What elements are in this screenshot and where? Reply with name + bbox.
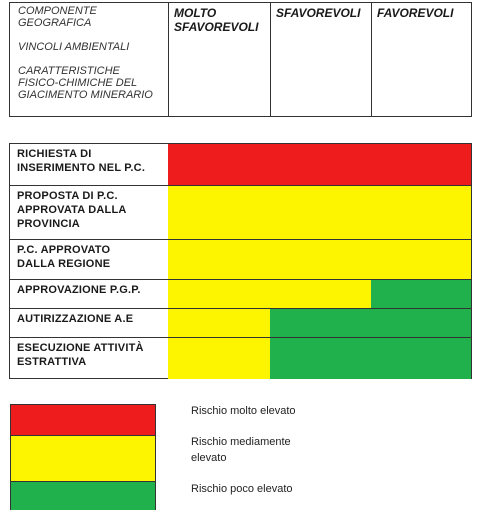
column-header-molto-sfavorevoli — [168, 3, 271, 116]
row-label — [10, 338, 169, 379]
column-header-line: SFAVOREVOLI — [174, 20, 259, 34]
component-line: FISICO-CHIMICHE DEL — [18, 77, 138, 89]
risk-cell-sfavorevoli — [270, 240, 372, 280]
risk-cell-molto-sfavorevoli — [168, 309, 271, 338]
row-label-line: AUTIRIZZAZIONE A.E — [17, 313, 134, 325]
matrix-row — [10, 144, 471, 185]
legend-label-yellow — [191, 434, 321, 466]
component-caratteristiche — [18, 65, 153, 101]
row-label-line: DALLA REGIONE — [17, 258, 111, 270]
component-line: GIACIMENTO MINERARIO — [18, 89, 153, 101]
row-label-text — [17, 243, 110, 271]
column-header-sfavorevoli — [270, 3, 372, 116]
row-label-line: APPROVATA DALLA — [17, 204, 127, 216]
matrix-row — [10, 239, 471, 280]
row-label-text — [17, 312, 133, 326]
risk-cell-favorevoli — [371, 309, 471, 338]
row-label-text — [17, 147, 145, 175]
risk-cell-sfavorevoli — [270, 186, 372, 240]
legend-swatches — [10, 404, 156, 510]
component-geografica — [18, 5, 97, 29]
component-vincoli — [18, 41, 129, 53]
component-line: GEOGRAFICA — [18, 17, 92, 29]
risk-cell-sfavorevoli — [270, 309, 372, 338]
row-label-line: P.C. APPROVATO — [17, 244, 111, 256]
legend-label-green — [191, 481, 321, 497]
matrix-row — [10, 308, 471, 338]
row-label — [10, 240, 169, 280]
risk-cell-sfavorevoli — [270, 280, 372, 309]
row-label-text — [17, 341, 144, 369]
matrix-row — [10, 337, 471, 379]
header-table — [9, 2, 472, 117]
row-label — [10, 186, 169, 240]
row-label-line: ESECUZIONE ATTIVITÀ — [17, 342, 144, 354]
risk-cell-sfavorevoli — [270, 338, 372, 379]
legend-label-red — [191, 403, 321, 419]
legend-label-line: Rischio poco elevato — [191, 483, 293, 495]
risk-cell-molto-sfavorevoli — [168, 144, 271, 185]
row-label-text — [17, 283, 141, 297]
components-cell — [10, 3, 169, 116]
matrix-row — [10, 185, 471, 240]
column-header-line: SFAVOREVOLI — [276, 6, 361, 20]
component-line: VINCOLI AMBIENTALI — [18, 41, 130, 53]
legend-swatch-green — [11, 481, 155, 510]
row-label — [10, 144, 169, 185]
row-label — [10, 309, 169, 338]
risk-cell-favorevoli — [371, 186, 471, 240]
risk-cell-molto-sfavorevoli — [168, 186, 271, 240]
legend-swatch-red — [11, 405, 155, 435]
row-label-line: PROPOSTA DI P.C. — [17, 190, 118, 202]
legend-label-line: Rischio molto elevato — [191, 405, 296, 417]
row-label-line: APPROVAZIONE P.G.P. — [17, 284, 141, 296]
matrix-row — [10, 279, 471, 309]
column-header-line: FAVOREVOLI — [377, 6, 454, 20]
legend-label-line: Rischio mediamente — [191, 436, 291, 448]
component-line: COMPONENTE — [18, 5, 97, 17]
risk-cell-molto-sfavorevoli — [168, 338, 271, 379]
legend-label-line: elevato — [191, 452, 227, 464]
risk-cell-favorevoli — [371, 280, 471, 309]
risk-matrix — [9, 143, 472, 379]
risk-cell-favorevoli — [371, 240, 471, 280]
risk-cell-molto-sfavorevoli — [168, 280, 271, 309]
row-label-line: INSERIMENTO NEL P.C. — [17, 162, 146, 174]
row-label-line: PROVINCIA — [17, 218, 80, 230]
legend-swatch-yellow — [11, 435, 155, 482]
row-label-text — [17, 189, 127, 231]
row-label — [10, 280, 169, 309]
risk-cell-sfavorevoli — [270, 144, 372, 185]
risk-cell-molto-sfavorevoli — [168, 240, 271, 280]
column-header-line: MOLTO — [174, 6, 217, 20]
risk-cell-favorevoli — [371, 338, 471, 379]
row-label-line: ESTRATTIVA — [17, 356, 87, 368]
row-label-line: RICHIESTA DI — [17, 148, 92, 160]
risk-cell-favorevoli — [371, 144, 471, 185]
column-header-favorevoli — [371, 3, 471, 116]
component-line: CARATTERISTICHE — [18, 65, 120, 77]
